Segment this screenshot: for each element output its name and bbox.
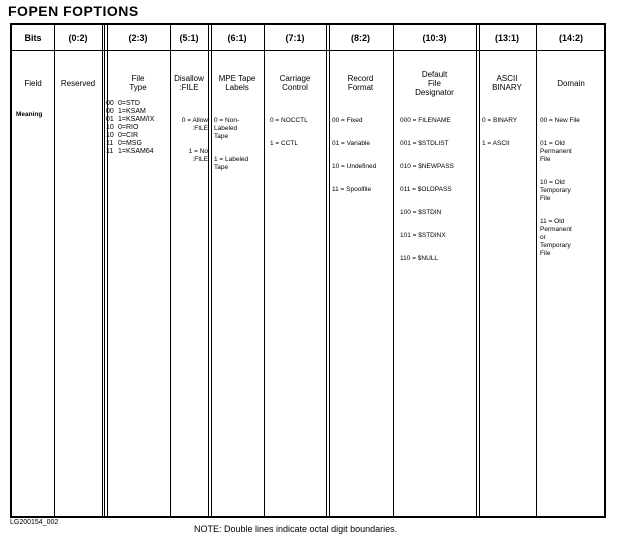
list-item: 0 = Non- Labeled Tape	[214, 117, 240, 140]
list-item: 011 = $OLDPASS	[400, 186, 452, 193]
file-type-values	[106, 100, 154, 156]
carriage-values	[270, 109, 326, 163]
field-name: MPE Tape Labels	[218, 74, 256, 92]
list-item: 1 = ASCII	[482, 140, 510, 147]
header-divider	[12, 50, 604, 51]
field-name: Domain	[557, 78, 585, 88]
list-item: 0 = BINARY	[482, 117, 518, 124]
domain-values	[540, 109, 606, 273]
field-name: Default File Designator	[415, 69, 454, 97]
list-item: 101 = $STDINX	[400, 232, 446, 239]
tape-label-values	[214, 109, 264, 187]
field-name: Record Format	[347, 74, 374, 92]
bits-range: (13:1)	[494, 33, 519, 43]
list-item: 01 = Old Permanent File	[540, 140, 572, 163]
list-item: 000 = FILENAME	[400, 117, 451, 124]
list-item: 10 = Undefined	[332, 163, 377, 170]
record-format-values	[332, 109, 392, 209]
bits-range: (7:1)	[285, 33, 305, 43]
list-item: 1 = CCTL	[270, 140, 298, 147]
list-item: 01 = Variable	[332, 140, 371, 147]
field-name: Reserved	[60, 78, 96, 88]
bits-range: (10:3)	[422, 33, 447, 43]
list-item: 0 = NOCCTL	[270, 117, 308, 124]
list-item: 10 0=RIO	[106, 124, 139, 131]
list-item: 00 0=STD	[106, 100, 140, 107]
list-item: 1 = Labeled Tape	[214, 156, 249, 171]
list-item: 100 = $STDIN	[400, 209, 442, 216]
footnote: NOTE: Double lines indicate octal digit boundaries.	[194, 524, 398, 534]
bits-range: (2:3)	[128, 33, 148, 43]
list-item: 11 = Spoolfile	[332, 186, 372, 193]
field-name: Disallow :FILE	[174, 74, 204, 92]
list-item: 00 = New File	[540, 117, 580, 124]
field-name: ASCII BINARY	[492, 74, 522, 92]
bits-range: (6:1)	[227, 33, 247, 43]
bits-range: (14:2)	[558, 33, 583, 43]
list-item: 10 = Old Temporary File	[540, 179, 571, 202]
field-name: File Type	[129, 74, 147, 92]
meaning-label: Meaning	[16, 111, 43, 118]
list-item: 11 0=MSG	[106, 140, 142, 147]
field-header: Field	[24, 78, 42, 88]
foptions-table	[10, 23, 606, 518]
list-item: 1 = No :FILE	[188, 148, 208, 163]
list-item: 00 1=KSAM	[106, 108, 146, 115]
list-item: 110 = $NULL	[400, 255, 439, 262]
list-item: 10 0=CIR	[106, 132, 139, 139]
disallow-values	[172, 109, 208, 179]
list-item: 11 1=KSAM64	[106, 148, 154, 155]
bits-range: (0:2)	[68, 33, 88, 43]
list-item: 010 = $NEWPASS	[400, 163, 454, 170]
figure-code: LG200154_002	[10, 519, 59, 526]
designator-values	[400, 109, 476, 278]
list-item: 01 1=KSAM/IX	[106, 116, 155, 123]
page-title: FOPEN FOPTIONS	[8, 3, 139, 19]
list-item: 001 = $STDLIST	[400, 140, 449, 147]
list-item: 00 = Fixed	[332, 117, 363, 124]
bits-header: Bits	[24, 33, 42, 43]
column-divider	[102, 25, 103, 516]
field-name: Carriage Control	[279, 74, 311, 92]
bits-range: (8:2)	[350, 33, 370, 43]
bits-range: (5:1)	[179, 33, 199, 43]
ascii-values	[482, 109, 536, 163]
list-item: 0 = Allow :FILE	[181, 117, 208, 132]
list-item: 11 = Old Permanent or Temporary File	[540, 218, 572, 257]
